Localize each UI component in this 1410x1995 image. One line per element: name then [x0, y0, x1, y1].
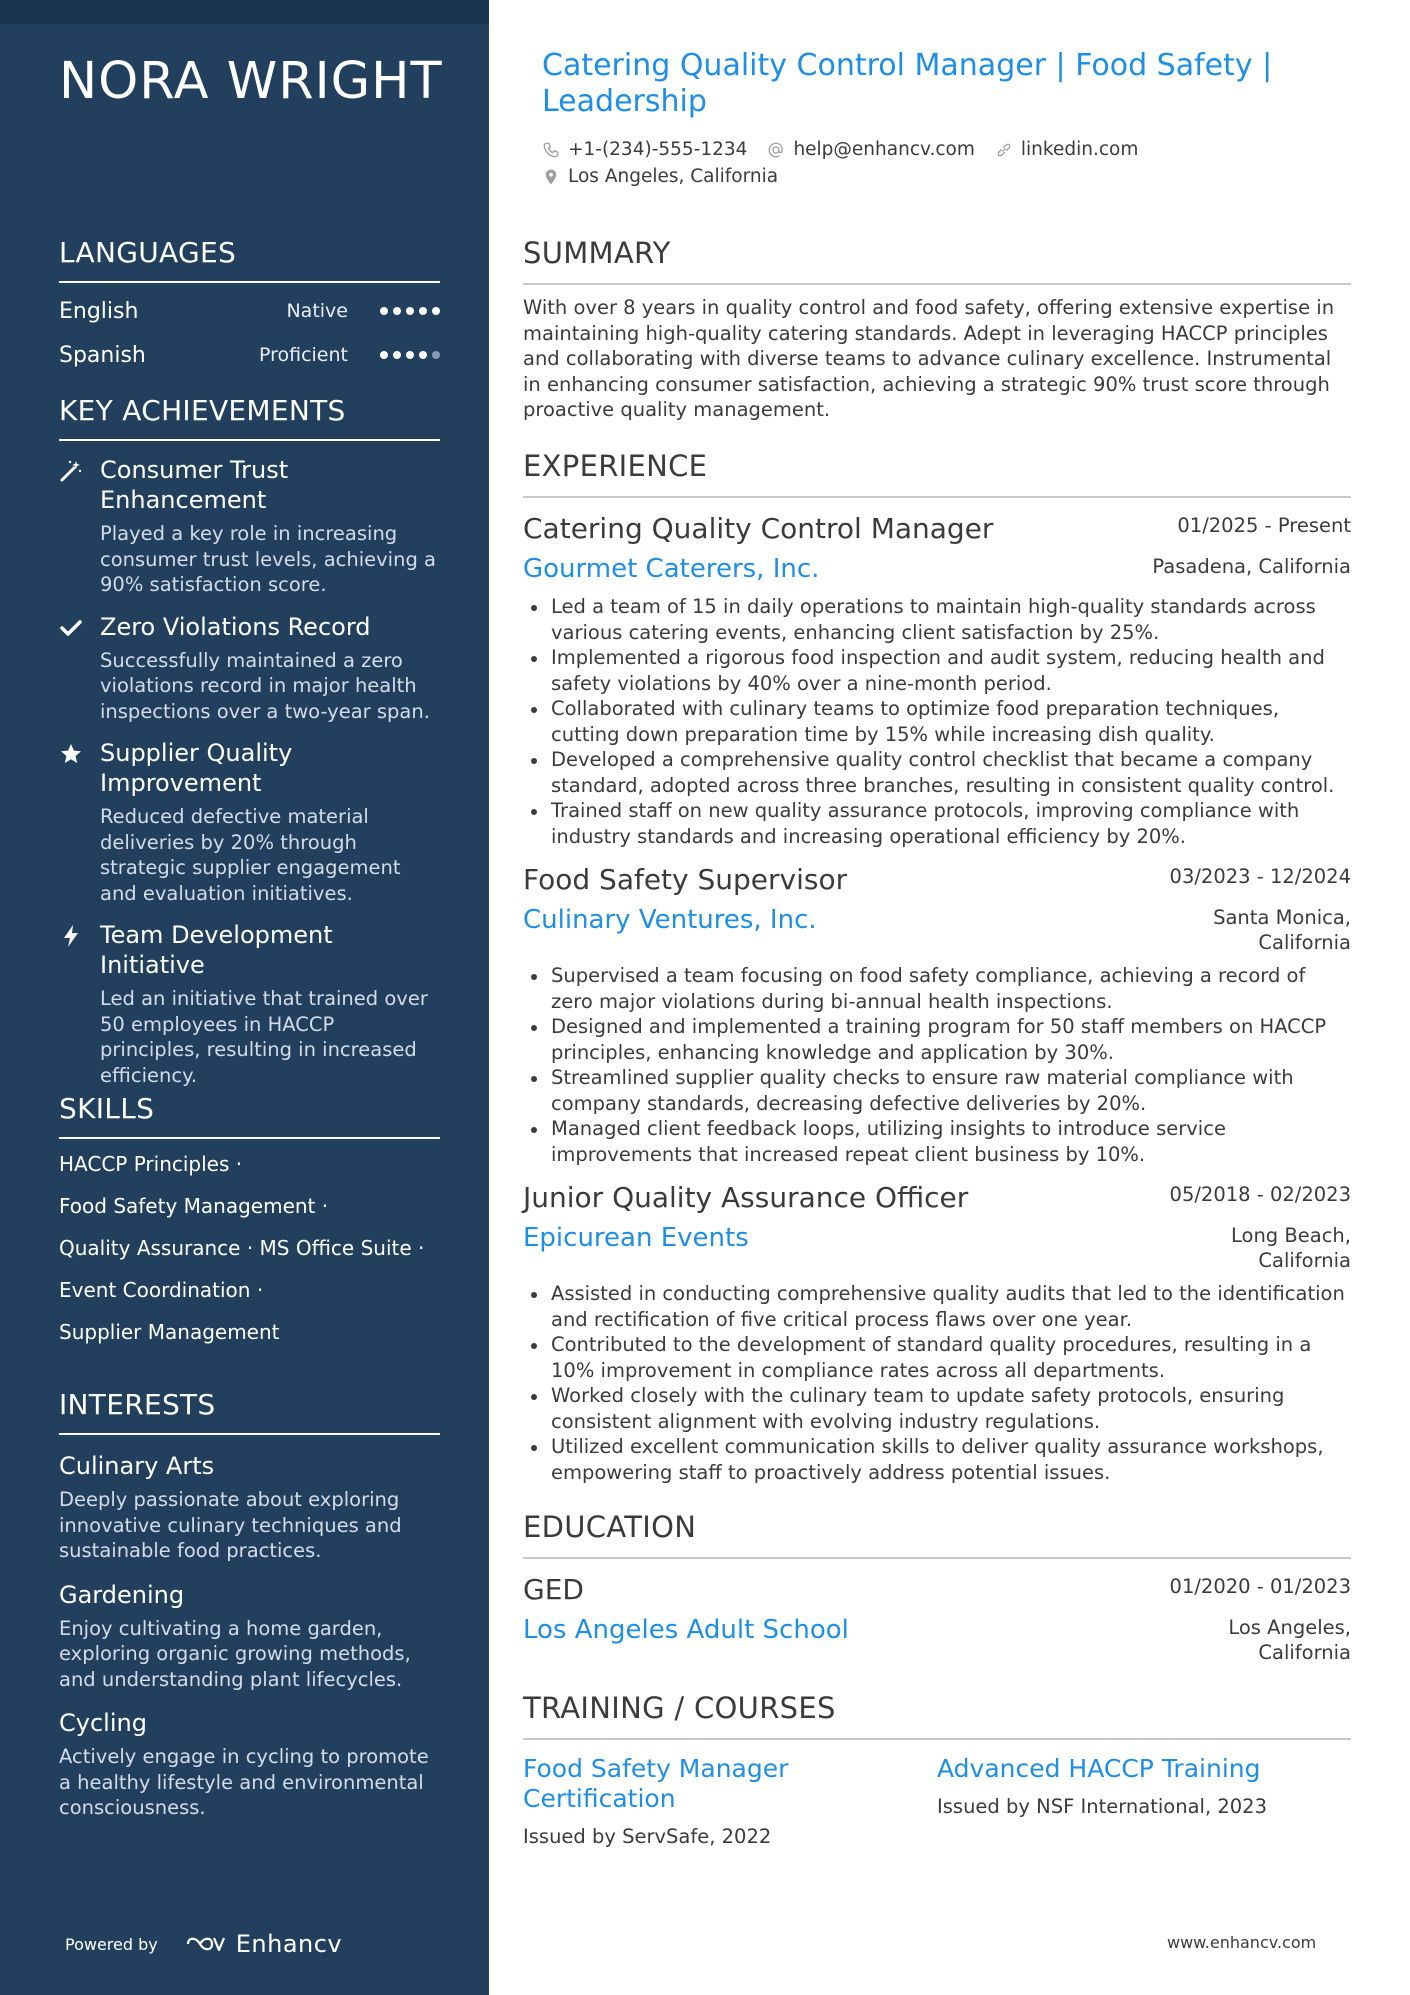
achievement-title: Supplier Quality Improvement — [100, 739, 293, 797]
training-section — [523, 1691, 1351, 1850]
job-bullet: Contributed to the development of standard quality procedures, resulting in a 10% improvement in compliance rates across all departments. — [523, 1332, 1351, 1383]
candidate-name: NORA WRIGHT — [59, 52, 443, 111]
rating-dot — [393, 351, 401, 359]
interest-desc: Actively engage in cycling to promote a healthy lifestyle and environmental consciousness. — [59, 1745, 429, 1819]
job-bullets — [523, 963, 1351, 1167]
language-rating — [380, 351, 440, 359]
interest-desc: Enjoy cultivating a home garden, exploring organic growing methods, and understanding plant lifecycles. — [59, 1616, 411, 1691]
link-icon — [995, 141, 1013, 159]
education-title: EDUCATION — [523, 1510, 1351, 1559]
course-title: Food Safety Manager Certification — [523, 1754, 789, 1813]
email-text: help@enhancv.com — [793, 139, 975, 160]
skill-row: Food Safety Management · — [59, 1194, 329, 1218]
language-level: Native — [286, 300, 348, 322]
course-desc: Issued by ServSafe, 2022 — [523, 1825, 772, 1848]
achievement-desc: Reduced defective material deliveries by 20% through strategic supplier engagement and evaluation initiatives. — [100, 805, 401, 905]
job-bullets — [523, 594, 1351, 849]
sidebar — [0, 0, 489, 1995]
education-entry — [523, 1573, 1351, 1665]
job-entry — [523, 512, 1351, 849]
sidebar-top-band — [0, 0, 489, 24]
experience-section — [523, 449, 1351, 1485]
job-bullet: Managed client feedback loops, utilizing insights to introduce service improvements that increased repeat client business by 10%. — [523, 1116, 1351, 1167]
phone-text: +1-(234)-555-1234 — [568, 139, 748, 160]
education-dates: 01/2020 - 01/2023 — [1169, 1575, 1351, 1598]
language-name: English — [59, 298, 139, 324]
education-school: Los Angeles Adult School — [523, 1615, 849, 1645]
powered-by — [65, 1930, 342, 1958]
main-content — [489, 0, 1410, 1995]
summary-section — [523, 236, 1351, 423]
location-pin-icon — [542, 168, 560, 186]
rating-dot — [406, 307, 414, 315]
skill-row: Quality Assurance · MS Office Suite · — [59, 1236, 425, 1260]
job-bullet: Led a team of 15 in daily operations to maintain high-quality standards across various catering events, enhancing client satisfaction by 25%. — [523, 594, 1351, 645]
course-item — [937, 1754, 1351, 1850]
languages-section — [59, 236, 440, 377]
interest-item — [59, 1708, 440, 1821]
magic-wand-icon — [59, 459, 83, 483]
languages-title: LANGUAGES — [59, 236, 440, 283]
job-dates: 03/2023 - 12/2024 — [1169, 865, 1351, 888]
language-name: Spanish — [59, 342, 146, 368]
checkmark-icon — [59, 616, 83, 640]
achievements-section — [59, 394, 440, 1088]
job-title: Food Safety Supervisor — [523, 863, 848, 896]
education-location: Los Angeles, California — [1228, 1616, 1351, 1664]
phone-icon — [542, 141, 560, 159]
interest-desc: Deeply passionate about exploring innovative culinary techniques and sustainable food practices. — [59, 1488, 402, 1562]
course-title: Advanced HACCP Training — [937, 1754, 1261, 1783]
rating-dot — [406, 351, 414, 359]
achievement-item — [59, 455, 440, 598]
job-dates: 01/2025 - Present — [1177, 514, 1351, 537]
job-location: Long Beach, California — [1231, 1224, 1351, 1272]
course-item — [523, 1754, 937, 1850]
job-title: Catering Quality Control Manager — [523, 512, 994, 545]
contact-website[interactable] — [995, 139, 1138, 160]
interest-item — [59, 1451, 440, 1564]
headline: Catering Quality Control Manager | Food Safety | Leadership — [542, 48, 1273, 119]
achievement-desc: Played a key role in increasing consumer trust levels, achieving a 90% satisfaction score. — [100, 522, 436, 596]
rating-dot — [419, 351, 427, 359]
job-bullet: Developed a comprehensive quality control checklist that became a company standard, adopted across three branches, resulting in consistent quality control. — [523, 747, 1351, 798]
job-bullet: Utilized excellent communication skills to deliver quality assurance workshops, empowering staff to proactively address potential issues. — [523, 1434, 1351, 1485]
achievement-title: Team Development Initiative — [100, 921, 333, 979]
skills-title: SKILLS — [59, 1092, 440, 1139]
summary-text: With over 8 years in quality control and food safety, offering extensive expertise in maintaining high-quality catering standards. Adept in leveraging HACCP principles and collaborating with diverse teams to advance culinary excellence. Instrumental in enhancing consumer satisfaction, achieving a strategic 90% trust score through proactive quality management. — [523, 296, 1335, 421]
job-bullet: Assisted in conducting comprehensive quality audits that led to the identification and rectification of five critical process flaws over one year. — [523, 1281, 1351, 1332]
education-degree: GED — [523, 1573, 584, 1606]
location-text: Los Angeles, California — [568, 166, 779, 187]
achievement-item — [59, 738, 440, 906]
language-row — [59, 289, 440, 333]
job-title: Junior Quality Assurance Officer — [523, 1181, 969, 1214]
skill-row: HACCP Principles · — [59, 1152, 243, 1176]
skill-row: Supplier Management — [59, 1320, 280, 1344]
language-rating — [380, 307, 440, 315]
achievement-item — [59, 920, 440, 1088]
powered-by-label: Powered by — [65, 1934, 158, 1954]
job-bullet: Worked closely with the culinary team to update safety protocols, ensuring consistent alignment with evolving industry regulations. — [523, 1383, 1351, 1434]
skills-section — [59, 1092, 440, 1353]
achievement-title: Consumer Trust Enhancement — [100, 456, 289, 514]
course-desc: Issued by NSF International, 2023 — [937, 1795, 1267, 1818]
rating-dot — [380, 307, 388, 315]
email-at-icon — [767, 141, 785, 159]
job-bullet: Implemented a rigorous food inspection and audit system, reducing health and safety violations by 40% over a nine-month period. — [523, 645, 1351, 696]
achievement-desc: Successfully maintained a zero violations record in major health inspections over a two-year span. — [100, 648, 430, 723]
interests-title: INTERESTS — [59, 1388, 440, 1435]
job-entry — [523, 863, 1351, 1167]
enhancv-logo-icon — [184, 1933, 228, 1955]
job-company: Epicurean Events — [523, 1223, 749, 1253]
star-icon — [59, 742, 83, 766]
enhancv-logo[interactable] — [184, 1930, 342, 1958]
job-location: Santa Monica, California — [1213, 906, 1351, 954]
rating-dot — [393, 307, 401, 315]
achievement-item — [59, 612, 440, 725]
job-location: Pasadena, California — [1152, 555, 1351, 578]
rating-dot-empty — [432, 351, 440, 359]
job-company: Culinary Ventures, Inc. — [523, 905, 817, 935]
job-company: Gourmet Caterers, Inc. — [523, 554, 820, 584]
website-text: linkedin.com — [1020, 139, 1139, 160]
job-bullet: Designed and implemented a training program for 50 staff members on HACCP principles, enhancing knowledge and application by 30%. — [523, 1014, 1351, 1065]
interest-title: Culinary Arts — [59, 1452, 215, 1480]
job-bullet: Streamlined supplier quality checks to ensure raw material compliance with company standards, decreasing defective deliveries by 20%. — [523, 1065, 1351, 1116]
language-row — [59, 333, 440, 377]
interest-title: Cycling — [59, 1709, 147, 1737]
job-bullets — [523, 1281, 1351, 1485]
achievements-title: KEY ACHIEVEMENTS — [59, 394, 440, 441]
interests-section — [59, 1388, 440, 1821]
enhancv-brand-name: Enhancv — [235, 1930, 343, 1958]
education-section — [523, 1510, 1351, 1665]
job-bullet: Trained staff on new quality assurance protocols, improving compliance with industry standards and increasing operational efficiency by 20%. — [523, 798, 1351, 849]
training-title: TRAINING / COURSES — [523, 1691, 1351, 1740]
footer-url[interactable]: www.enhancv.com — [1167, 1933, 1317, 1952]
achievement-title: Zero Violations Record — [100, 612, 371, 641]
interest-title: Gardening — [59, 1580, 185, 1609]
rating-dot — [380, 351, 388, 359]
rating-dot — [419, 307, 427, 315]
language-level: Proficient — [258, 344, 348, 366]
experience-title: EXPERIENCE — [523, 449, 1351, 498]
contact-phone[interactable] — [542, 139, 747, 160]
lightning-icon — [59, 924, 83, 948]
job-bullet: Collaborated with culinary teams to optimize food preparation techniques, cutting down preparation time by 15% while increasing dish quality. — [523, 696, 1351, 747]
contact-info — [542, 136, 1362, 190]
skill-row: Event Coordination · — [59, 1278, 264, 1302]
rating-dot — [432, 307, 440, 315]
job-bullet: Supervised a team focusing on food safety compliance, achieving a record of zero major violations during bi-annual health inspections. — [523, 963, 1351, 1014]
interest-item — [59, 1580, 440, 1693]
summary-title: SUMMARY — [523, 236, 1351, 285]
contact-location — [542, 166, 778, 187]
job-entry — [523, 1181, 1351, 1485]
job-dates: 05/2018 - 02/2023 — [1169, 1183, 1351, 1206]
contact-email[interactable] — [767, 139, 974, 160]
achievement-desc: Led an initiative that trained over 50 employees in HACCP principles, resulting in increased efficiency. — [100, 987, 428, 1087]
